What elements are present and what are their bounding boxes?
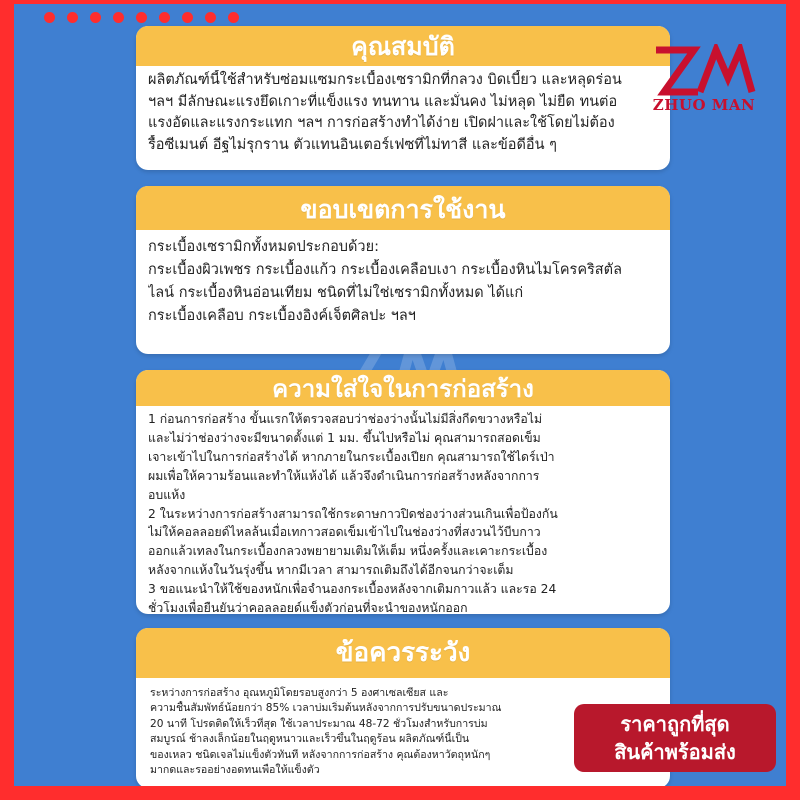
- body-line: เจาะเข้าไปในการก่อสร้างได้ หากภายในกระเบื้องเปียก คุณสามารถใช้ไดร์เป่า: [148, 449, 555, 464]
- dot: [136, 12, 147, 23]
- dot: [44, 12, 55, 23]
- section-card-properties: [136, 26, 670, 170]
- dot: [205, 12, 216, 23]
- body-line: ผลิตภัณฑ์นี้ใช้สำหรับซ่อมแซมกระเบื้องเซรามิกที่กลวง บิดเบี้ยว และหลุดร่อน: [148, 72, 622, 88]
- body-line: ฯลฯ มีลักษณะแรงยึดเกาะที่แข็งแรง ทนทาน และมั่นคง ไม่หลุด ไม่ยืด ทนต่อ: [148, 93, 618, 110]
- decorative-dots: [44, 12, 239, 23]
- dot: [90, 12, 101, 23]
- dot: [159, 12, 170, 23]
- promo-badge: [574, 704, 776, 772]
- body-line: อบแห้ง: [148, 487, 186, 502]
- body-line: ไม่ให้คอลลอยด์ไหลล้นเมื่อเทกาวสอดเข็มเข้าไปในช่องว่างที่สงวนไว้บีบกาว: [148, 525, 541, 540]
- brand-name: ZHUO MAN: [652, 96, 756, 114]
- section-title: ขอบเขตการใช้งาน: [136, 186, 670, 230]
- body-line: กระเบื้องผิวเพชร กระเบื้องแก้ว กระเบื้องเคลือบเงา กระเบื้องหินไมโครคริสตัล: [148, 262, 622, 278]
- dot: [182, 12, 193, 23]
- body-line: และไม่ว่าช่องว่างจะมีขนาดตั้งแต่ 1 มม. ขึ้นไปหรือไม่ คุณสามารถสอดเข็ม: [148, 430, 541, 445]
- body-line: ไลน์ กระเบื้องหินอ่อนเทียม ชนิดที่ไม่ใช่เซรามิกทั้งหมด ได้แก่: [148, 285, 524, 301]
- body-line: ความชื้นสัมพัทธ์น้อยกว่า 85% เวลาบ่มเริ่มต้นหลังจากการปรับขนาดประมาณ: [150, 702, 502, 715]
- body-line: 3 ขอแนะนำให้ใช้ของหนักเพื่อจำนองกระเบื้องหลังจากเติมกาวแล้ว และรอ 24: [148, 582, 557, 597]
- dot: [67, 12, 78, 23]
- body-line: กระเบื้องเซรามิกทั้งหมดประกอบด้วย:: [148, 239, 379, 255]
- body-line: ผมเพื่อให้ความร้อนและทำให้แห้งได้ แล้วจึงดำเนินการก่อสร้างหลังจากการ: [148, 468, 540, 483]
- zm-logo-icon: [650, 44, 758, 98]
- body-line: ชั่วโมงเพื่อยืนยันว่าคอลลอยด์แข็งตัวก่อนที่จะนำของหนักออก: [148, 601, 468, 614]
- promo-line-stock: สินค้าพร้อมส่ง: [614, 740, 736, 764]
- section-title: ข้อควรระวัง: [136, 628, 670, 678]
- body-line: แรงอัดและแรงกระแทก ฯลฯ การก่อสร้างทำได้ง่าย เปิดฝาและใช้โดยไม่ต้อง: [148, 115, 615, 131]
- body-line: มากดและรออย่างอดทนเพื่อให้แข็งตัว: [150, 764, 320, 777]
- body-line: 1 ก่อนการก่อสร้าง ขั้นแรกให้ตรวจสอบว่าช่องว่างนั้นไม่มีสิ่งกีดขวางหรือไม่: [148, 412, 543, 426]
- body-line: ออกแล้วเทลงในกระเบื้องกลวงพยายามเติมให้เต็ม หนึ่งครั้งและเคาะกระเบื้อง: [148, 544, 548, 559]
- dot: [113, 12, 124, 23]
- brand-logo: [648, 44, 760, 114]
- section-card-construction-care: [136, 370, 670, 614]
- promo-line-price: ราคาถูกที่สุด: [620, 712, 730, 736]
- section-card-scope: [136, 186, 670, 354]
- body-line: รื้อซีเมนต์ อีฐไม่รุกราน ตัวแทนอินเตอร์เฟซที่ไม่ทาสี และข้อดีอื่น ๆ: [148, 136, 557, 153]
- body-line: ระหว่างการก่อสร้าง อุณหภูมิโดยรอบสูงกว่า 5 องศาเซลเซียส และ: [150, 687, 449, 699]
- body-line: สมบูรณ์ ช้าลงเล็กน้อยในฤดูหนาวและเร็วขึ้นในฤดูร้อน ผลิตภัณฑ์นี้เป็น: [150, 733, 470, 746]
- body-line: หลังจากแห้งในวันรุ่งขึ้น หากมีเวลา สามารถเติมถึงได้อีกจนกว่าจะเต็ม: [148, 563, 514, 578]
- body-line: 20 นาที โปรดติดให้เร็วที่สุด ใช้เวลาประมาณ 48-72 ชั่วโมงสำหรับการบ่ม: [150, 717, 488, 730]
- section-title: คุณสมบัติ: [136, 26, 670, 66]
- section-body: [136, 230, 670, 334]
- body-line: 2 ในระหว่างการก่อสร้างสามารถใช้กระดาษกาวปิดช่องว่างส่วนเกินเพื่อป้องกัน: [148, 506, 558, 521]
- body-line: กระเบื้องเคลือบ กระเบื้องอิงค์เจ็ตศิลปะ ฯลฯ: [148, 308, 416, 324]
- section-title: ความใส่ใจในการก่อสร้าง: [136, 370, 670, 406]
- section-body: [136, 406, 670, 614]
- body-line: ของเหลว ชนิดเจลไม่แข็งตัวทันที หลังจากการก่อสร้าง คุณต้องหาวัตถุหนักๆ: [150, 748, 491, 761]
- section-body: [136, 66, 670, 162]
- dot: [228, 12, 239, 23]
